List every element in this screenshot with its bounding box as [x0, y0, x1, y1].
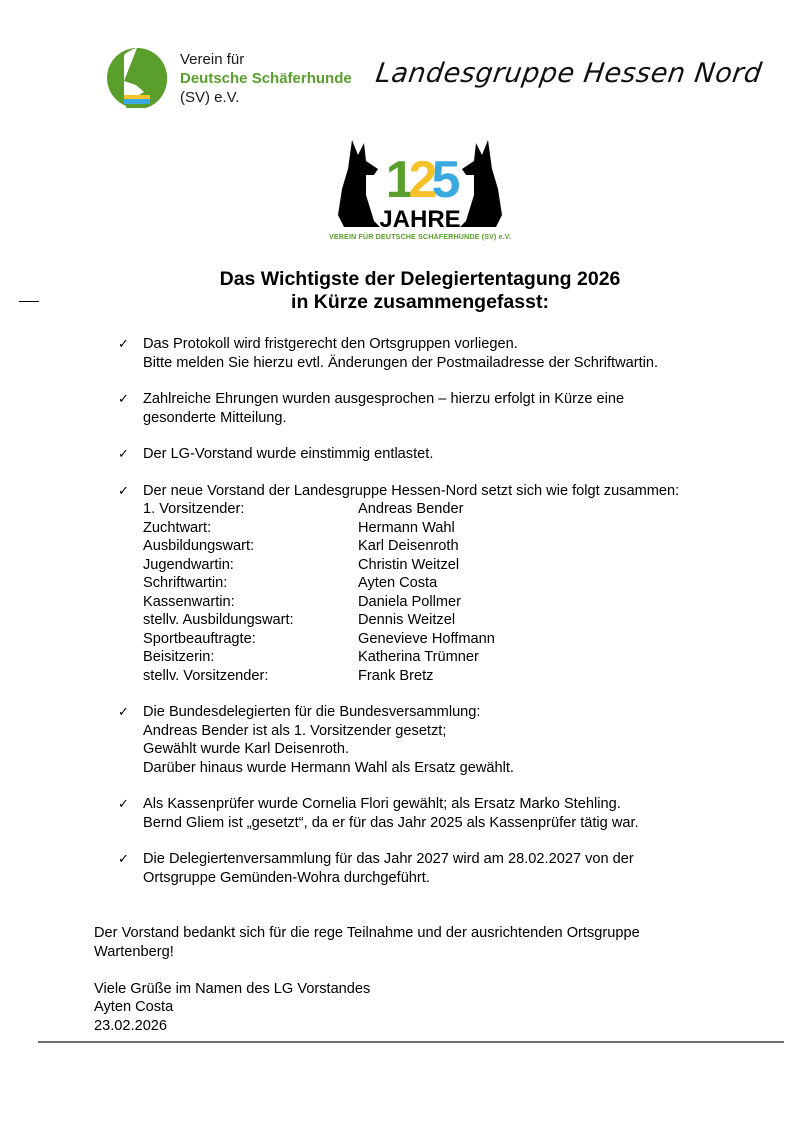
- dog-silhouette-left-icon: [338, 140, 380, 227]
- board-member-name: Dennis Weitzel: [358, 612, 456, 628]
- board-member-name: Hermann Wahl: [358, 519, 455, 536]
- item-text: Darüber hinaus wurde Hermann Wahl als Ersatz gewählt.: [143, 759, 514, 776]
- board-role: Schriftwartin:: [143, 575, 228, 591]
- list-item: [118, 445, 758, 464]
- item-text: Als Kassenprüfer wurde Cornelia Flori gewählt; als Ersatz Marko Stehling.: [143, 796, 621, 812]
- list-item: [118, 482, 758, 686]
- item-text: Ortsgruppe Gemünden-Wohra durchgeführt.: [143, 869, 430, 886]
- checkmark-icon: ✓: [118, 796, 129, 811]
- board-role: stellv. Ausbildungswart:: [143, 612, 294, 628]
- thanks-line: Wartenberg!: [94, 943, 174, 960]
- closing-section: [94, 924, 744, 1035]
- board-member-name: Genevieve Hoffmann: [358, 630, 495, 647]
- list-item: [118, 795, 758, 832]
- list-item: [118, 390, 758, 427]
- board-role: Beisitzerin:: [143, 649, 215, 665]
- board-member-name: Christin Weitzel: [358, 556, 460, 573]
- thanks-line: Der Vorstand bedankt sich für die rege Teilnahme und der ausrichtenden Ortsgruppe: [94, 925, 640, 941]
- item-text: Das Protokoll wird fristgerecht den Ortsgruppen vorliegen.: [143, 336, 518, 352]
- checkmark-icon: ✓: [118, 391, 129, 406]
- item-text: Die Delegiertenversammlung für das Jahr 2027 wird am 28.02.2027 von der: [143, 851, 634, 867]
- board-role: Zuchtwart:: [143, 519, 212, 536]
- dog-silhouette-right-icon: [460, 140, 502, 227]
- title-line: Das Wichtigste der Delegiertentagung 2026: [219, 268, 621, 290]
- board-role: stellv. Vorsitzender:: [143, 667, 269, 684]
- checkmark-icon: ✓: [118, 851, 129, 866]
- checkmark-icon: ✓: [118, 446, 129, 461]
- item-text: gesonderte Mitteilung.: [143, 409, 287, 426]
- sv-logo-icon: [106, 47, 168, 109]
- board-member-name: Karl Deisenroth: [358, 538, 459, 554]
- item-text: Die Bundesdelegierten für die Bundesversammlung:: [143, 704, 481, 720]
- jubilee-125-logo: [330, 135, 510, 247]
- board-role: Ausbildungswart:: [143, 538, 255, 554]
- item-text: Der LG-Vorstand wurde einstimmig entlastet.: [143, 446, 434, 462]
- item-text: Bernd Gliem ist „gesetzt“, da er für das Jahr 2025 als Kassenprüfer tätig war.: [143, 814, 639, 831]
- checkmark-icon: ✓: [118, 482, 129, 498]
- svg-text:125: 125: [385, 151, 455, 209]
- page-title: [0, 268, 793, 314]
- item-text: Andreas Bender ist als 1. Vorsitzender gesetzt;: [143, 722, 447, 739]
- item-text: Gewählt wurde Karl Deisenroth.: [143, 741, 350, 757]
- board-role: Jugendwartin:: [143, 556, 234, 573]
- item-text: Bitte melden Sie hierzu evtl. Änderungen der Postmailadresse der Schriftwartin.: [143, 354, 659, 371]
- board-table: [143, 500, 758, 685]
- sv-logo-line: (SV) e.V.: [180, 89, 240, 106]
- thanks-paragraph: [94, 924, 744, 961]
- list-item: [118, 335, 758, 372]
- checkmark-icon: ✓: [118, 704, 129, 719]
- sv-logo-text: [180, 50, 352, 107]
- summary-list: [118, 335, 758, 905]
- greeting: Viele Grüße im Namen des LG Vorstandes: [94, 980, 371, 997]
- signer-name: Ayten Costa: [94, 999, 174, 1015]
- board-member-name: Andreas Bender: [358, 501, 464, 517]
- landesgruppe-title: Landesgruppe Hessen Nord: [373, 58, 764, 89]
- board-role: Sportbeauftragte:: [143, 630, 256, 647]
- board-member-name: Frank Bretz: [358, 667, 434, 684]
- board-member-name: Ayten Costa: [358, 575, 438, 591]
- svg-text:JAHRE: JAHRE: [379, 206, 461, 233]
- sv-logo-line: Verein für: [180, 51, 245, 68]
- board-role: Kassenwartin:: [143, 593, 235, 610]
- board-member-name: Daniela Pollmer: [358, 593, 462, 610]
- item-text: Zahlreiche Ehrungen wurden ausgesprochen – hierzu erfolgt in Kürze eine: [143, 391, 625, 407]
- margin-dash: [19, 301, 39, 302]
- board-role: 1. Vorsitzender:: [143, 501, 245, 517]
- title-line: in Kürze zusammengefasst:: [291, 291, 549, 313]
- signature-date: 23.02.2026: [94, 1017, 168, 1034]
- checkmark-icon: ✓: [118, 336, 129, 351]
- list-item: [118, 703, 758, 777]
- item-text: Der neue Vorstand der Landesgruppe Hessen-Nord setzt sich wie folgt zusammen:: [143, 482, 680, 499]
- jubilee-caption: VEREIN FÜR DEUTSCHE SCHÄFERHUNDE (SV) e.V.: [328, 232, 512, 241]
- board-member-name: Katherina Trümner: [358, 649, 479, 665]
- bottom-divider: [38, 1041, 784, 1043]
- list-item: [118, 850, 758, 887]
- sv-logo-line: Deutsche Schäferhunde: [180, 70, 352, 87]
